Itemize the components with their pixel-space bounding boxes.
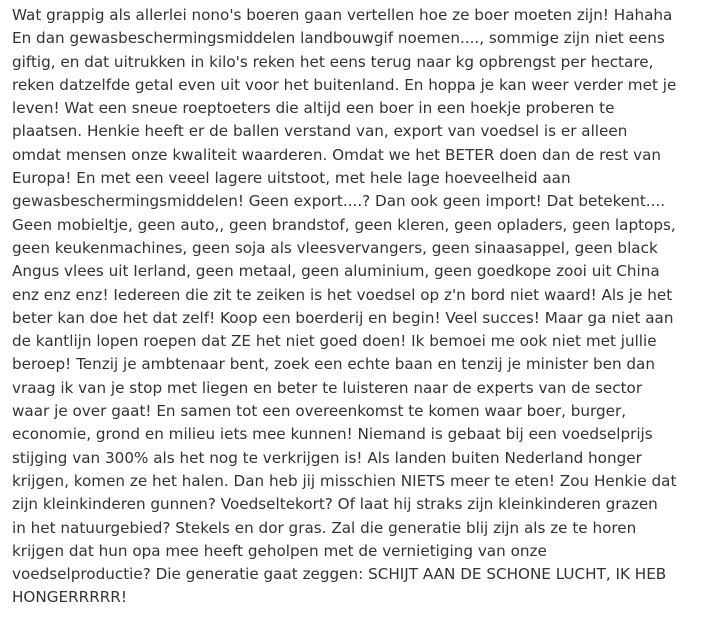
comment-text: Wat grappig als allerlei nono's boeren gaan vertellen hoe ze boer moeten zijn! Hahaha En dan gewasbeschermingsmiddelen landbouwgif noemen...., sommige zijn niet eens giftig, en dat uitrukken in kilo's reken het eens terug naar kg opbrengst per hectare, reken datzelfde getal even uit voor het buitenland. En hoppa je kan weer verder met je leven! Wat een sneue roeptoeters die altijd een boer in een hoekje proberen te plaatsen. Henkie heeft er de ballen verstand van, export van voedsel is er alleen omdat mensen onze kwaliteit waarderen. Omdat we het BETER doen dan de rest van Europa! En met een veeel lagere uitstoot, met hele lage hoeveelheid aan gewasbeschermingsmiddelen! Geen export....? Dan ook geen import! Dat betekent.... Geen mobieltje, geen auto,, geen brandstof, geen kleren, geen opladers, geen laptops, geen keukenmachines, geen soja als vleesvervangers, geen sinaasappel, geen black Angus vlees uit Ierland, geen metaal, geen aluminium, geen goedkope zooi uit China enz enz enz! Iedereen die zit te zeiken is het voedsel op z'n bord niet waard! Als je het beter kan doe het dat zelf! Koop een boerderij en begin! Veel succes! Maar ga niet aan de kantlijn lopen roepen dat ZE het niet goed doen! Ik bemoei me ook niet met jullie beroep! Tenzij je ambtenaar bent, zoek een echte baan en tenzij je minister ben dan vraag ik van je stop met liegen en beter te luisteren naar de experts van de sector waar je over gaat! En samen tot een overeenkomst te komen waar boer, burger, economie, grond en milieu iets mee kunnen! Niemand is gebaat bij een voedselprijs stijging van 300% als het nog te verkrijgen is! Als landen buiten Nederland honger krijgen, komen ze het halen. Dan heb jij misschien NIETS meer te eten! Zou Henkie dat zijn kleinkinderen gunnen? Voedseltekort? Of laat hij straks zijn kleinkinderen grazen in het natuurgebied? Stekels en dor gras. Zal die generatie blij zijn als ze te horen krijgen dat hun opa mee heeft geholpen met de vernietiging van onze voedselproductie? Die generatie gaat zeggen: SCHIJT AAN DE SCHONE LUCHT, IK HEB HONGERRRRR! — [12, 6, 677, 607]
